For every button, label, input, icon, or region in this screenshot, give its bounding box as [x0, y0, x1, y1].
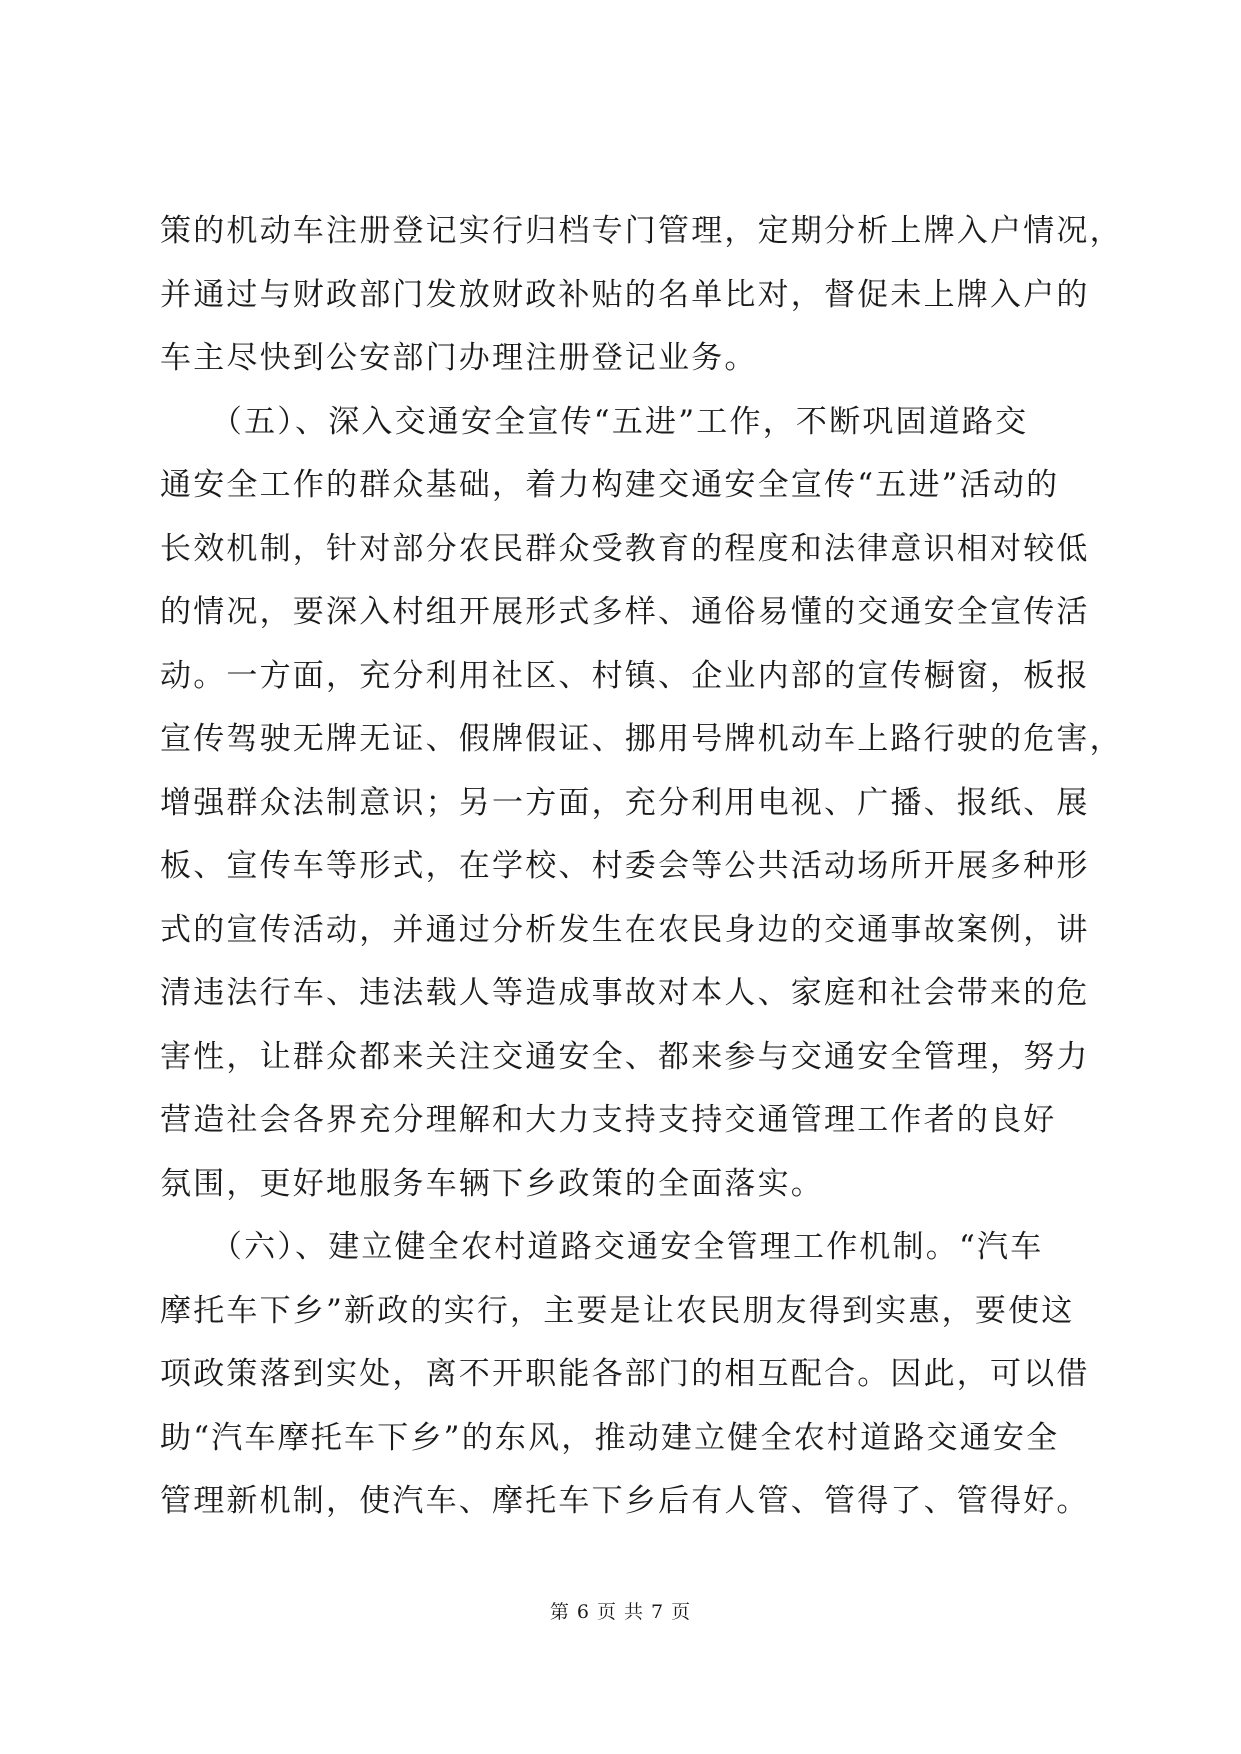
text-line: 害性，让群众都来关注交通安全、都来参与交通安全管理，努力: [160, 1038, 1090, 1075]
text-line: （五）、深入交通安全宣传“五进”工作，不断巩固道路交: [160, 403, 1029, 440]
text-line: 助“汽车摩托车下乡”的东风，推动建立健全农村道路交通安全: [160, 1419, 1060, 1456]
text-line: 策的机动车注册登记实行归档专门管理，定期分析上牌入户情况，: [160, 213, 1123, 249]
text-line: 管理新机制，使汽车、摩托车下乡后有人管、管得了、管得好。: [160, 1483, 1090, 1519]
text-line: 车主尽快到公安部门办理注册登记业务。: [160, 340, 758, 376]
text-line: 板、宣传车等形式，在学校、村委会等公共活动场所开展多种形: [160, 848, 1090, 884]
text-line: 项政策落到实处，离不开职能各部门的相互配合。因此，可以借: [160, 1356, 1090, 1392]
text-line: 宣传驾驶无牌无证、假牌假证、挪用号牌机动车上路行驶的危害，: [160, 721, 1123, 757]
text-line: 动。一方面，充分利用社区、村镇、企业内部的宣传橱窗，板报: [160, 657, 1090, 694]
text-line: 清违法行车、违法载人等造成事故对本人、家庭和社会带来的危: [160, 975, 1090, 1011]
text-line: 摩托车下乡”新政的实行，主要是让农民朋友得到实惠，要使这: [160, 1292, 1075, 1329]
document-body: [160, 200, 1123, 1534]
text-line: （六）、建立健全农村道路交通安全管理工作机制。“汽车: [160, 1229, 1044, 1265]
page-number-footer: 第 6 页 共 7 页: [549, 1601, 692, 1623]
text-line: 并通过与财政部门发放财政补贴的名单比对，督促未上牌入户的: [160, 276, 1090, 313]
text-line: 长效机制，针对部分农民群众受教育的程度和法律意识相对较低: [160, 530, 1090, 567]
text-line: 氛围，更好地服务车辆下乡政策的全面落实。: [160, 1165, 824, 1202]
text-line: 的情况，要深入村组开展形式多样、通俗易懂的交通安全宣传活: [160, 594, 1090, 630]
text-line: 式的宣传活动，并通过分析发生在农民身边的交通事故案例，讲: [160, 911, 1090, 948]
text-line: 营造社会各界充分理解和大力支持支持交通管理工作者的良好: [160, 1102, 1057, 1138]
text-line: 通安全工作的群众基础，着力构建交通安全宣传“五进”活动的: [160, 467, 1060, 503]
text-line: 增强群众法制意识；另一方面，充分利用电视、广播、报纸、展: [160, 784, 1090, 821]
